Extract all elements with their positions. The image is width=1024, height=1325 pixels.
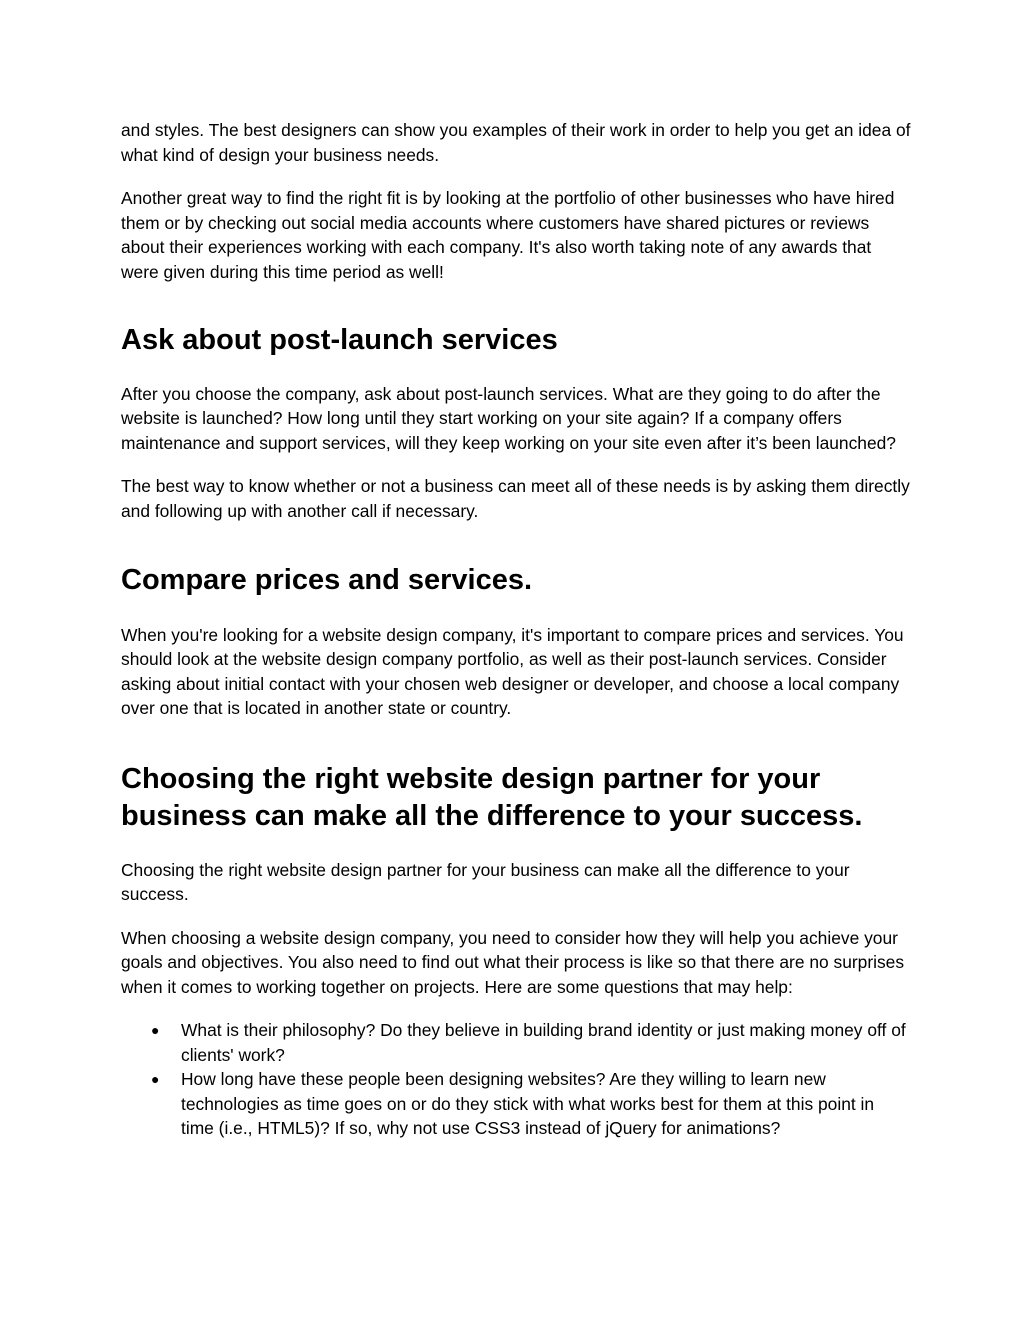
paragraph-compare-prices: When you're looking for a website design company, it's important to compare prices and services. You should look at the website design company portfolio, as well as their post-launch services. Consider asking about initial contact with your chosen web designer or developer, and choose a local company over one that is located in another state or country. bbox=[121, 624, 904, 718]
paragraph-choosing-partner: Choosing the right website design partner for your business can make all the difference to your success. bbox=[121, 859, 850, 904]
bullet-icon: ● bbox=[151, 1022, 160, 1038]
list-item-text: What is their philosophy? Do they believe in building brand identity or just making money off of clients' work? bbox=[181, 1020, 906, 1065]
list-item-text: How long have these people been designing websites? Are they willing to learn new technologies as time goes on or do they stick with what works best for them at this point in time (i.e., HTML5)? If so, why not use CSS3 instead of jQuery for animations? bbox=[181, 1069, 875, 1138]
paragraph-post-launch: After you choose the company, ask about post-launch services. What are they going to do after the website is launched? How long until they start working on your site again? If a company offers maintenance and support services, will they keep working on your site even after it’s been launched? bbox=[121, 383, 896, 453]
paragraph-portfolio: Another great way to find the right fit is by looking at the portfolio of other businesses who have hired them or by checking out social media accounts where customers have shared pictures or reviews about their experiences working with each company. It's also worth taking note of any awards that were given during this time period as well! bbox=[121, 188, 895, 282]
bullet-icon: ● bbox=[151, 1071, 160, 1087]
list-item bbox=[121, 1067, 911, 1141]
heading-compare-prices: Compare prices and services. bbox=[121, 564, 533, 596]
paragraph-questions-intro: When choosing a website design company, you need to consider how they will help you achieve your goals and objectives. You also need to find out what their process is like so that there are no surprises when it comes to working together on projects. Here are some questions that may help: bbox=[121, 927, 905, 997]
heading-post-launch: Ask about post-launch services bbox=[121, 324, 558, 356]
paragraph-designer-examples: and styles. The best designers can show you examples of their work in order to help you get an idea of what kind of design your business needs. bbox=[121, 120, 911, 165]
document-page bbox=[121, 118, 911, 1141]
heading-choosing-partner: Choosing the right website design partner for your business can make all the difference to your success. bbox=[121, 762, 863, 832]
list-item bbox=[121, 1018, 911, 1067]
paragraph-best-way: The best way to know whether or not a business can meet all of these needs is by asking them directly and following up with another call if necessary. bbox=[121, 476, 910, 521]
questions-list bbox=[121, 1018, 911, 1141]
